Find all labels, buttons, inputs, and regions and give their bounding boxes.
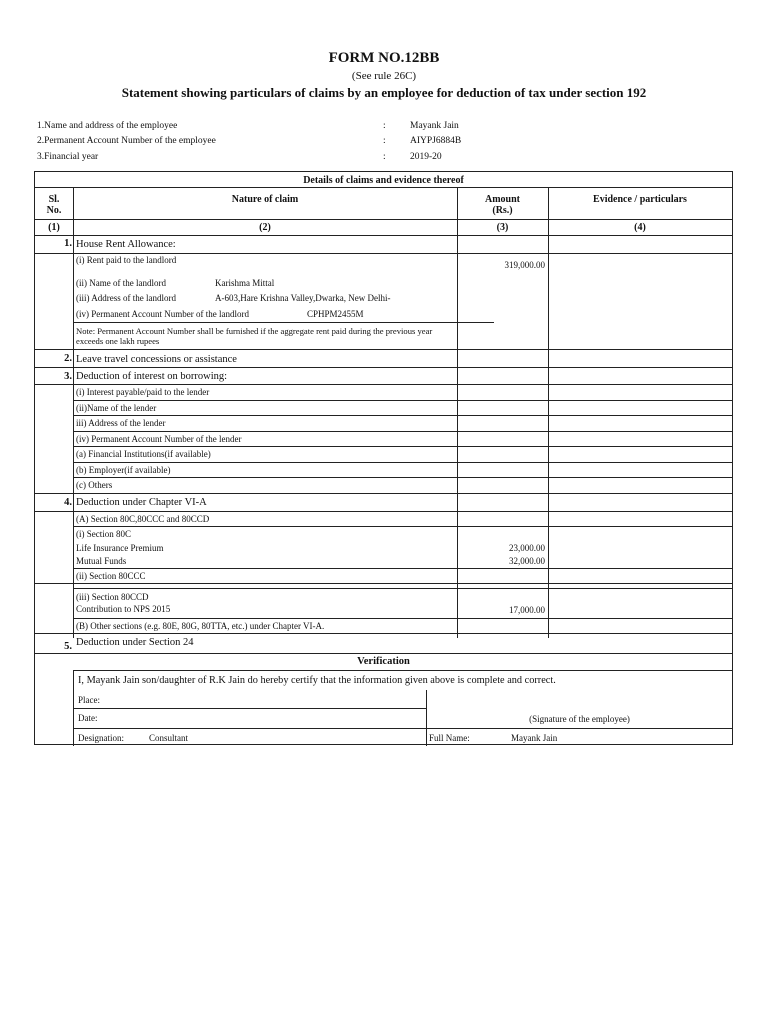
- mutual-funds-label: Mutual Funds: [76, 556, 127, 566]
- section-80c-80ccc-80ccd: (A) Section 80C,80CCC and 80CCD: [76, 514, 210, 524]
- mutual-funds-amount: 32,000.00: [509, 556, 545, 566]
- other-sections-label: (B) Other sections (e.g. 80E, 80G, 80TTA, etc.) under Chapter VI-A.: [76, 621, 325, 631]
- financial-year-value: 2019-20: [410, 152, 442, 162]
- employee-name-value: Mayank Jain: [410, 121, 459, 131]
- section-3-title: Deduction of interest on borrowing:: [76, 371, 228, 382]
- section-4-number: 4.: [64, 497, 72, 508]
- designation-value: Consultant: [149, 733, 189, 743]
- signature-label: (Signature of the employee): [529, 714, 630, 724]
- col-num-4: (4): [634, 222, 646, 233]
- section-title: Details of claims and evidence thereof: [303, 175, 464, 186]
- section-1-title: House Rent Allowance:: [76, 239, 176, 250]
- employee-name-label: 1.Name and address of the employee: [37, 121, 178, 131]
- col-nature: Nature of claim: [231, 194, 299, 205]
- section-3-number: 3.: [64, 371, 72, 382]
- col-no: No.: [46, 205, 62, 216]
- nps-label: Contribution to NPS 2015: [76, 604, 171, 614]
- section-80c-label: (i) Section 80C: [76, 529, 131, 539]
- employee-pan-value: AIYPJ6884B: [410, 136, 462, 146]
- colon: :: [383, 121, 386, 131]
- verification-title: Verification: [357, 656, 410, 667]
- place-label: Place:: [78, 695, 100, 705]
- pan-note: Note: Permanent Account Number shall be furnished if the aggregate rent paid during the previous year exceeds one lakh rupees: [76, 326, 433, 346]
- landlord-pan-label: (iv) Permanent Account Number of the landlord: [76, 309, 249, 319]
- full-name-label: Full Name:: [429, 733, 470, 743]
- nps-amount: 17,000.00: [509, 605, 545, 615]
- designation-label: Designation:: [78, 733, 124, 743]
- section-2-title: Leave travel concessions or assistance: [76, 354, 237, 365]
- landlord-address-label: (iii) Address of the landlord: [76, 293, 176, 303]
- section-1-number: 1.: [64, 238, 72, 249]
- borrowing-item: (b) Employer(if available): [76, 465, 171, 475]
- full-name-value: Mayank Jain: [511, 733, 558, 743]
- borrowing-item: (i) Interest payable/paid to the lender: [76, 387, 210, 397]
- rent-paid-label: (i) Rent paid to the landlord: [76, 255, 177, 265]
- landlord-name-label: (ii) Name of the landlord: [76, 278, 166, 288]
- form-title: Statement showing particulars of claims by an employee for deduction of tax under section 192: [121, 85, 647, 100]
- claims-table: [34, 171, 733, 745]
- colon: :: [383, 152, 386, 162]
- section-5-number: 5.: [64, 641, 72, 652]
- section-80ccc-label: (ii) Section 80CCC: [76, 571, 146, 581]
- section-4-title: Deduction under Chapter VI-A: [76, 497, 207, 508]
- section-80ccd-label: (iii) Section 80CCD: [76, 592, 149, 602]
- employee-pan-label: 2.Permanent Account Number of the employee: [37, 136, 216, 146]
- col-sl: Sl.: [48, 194, 60, 205]
- date-label: Date:: [78, 713, 98, 723]
- life-insurance-label: Life Insurance Premium: [76, 543, 164, 553]
- borrowing-item: (a) Financial Institutions(if available): [76, 449, 211, 459]
- col-num-1: (1): [48, 222, 60, 233]
- landlord-pan-value: CPHPM2455M: [307, 309, 364, 319]
- borrowing-item: iii) Address of the lender: [76, 418, 166, 428]
- financial-year-label: 3.Financial year: [37, 152, 99, 162]
- landlord-address-value: A-603,Hare Krishna Valley,Dwarka, New Delhi-: [215, 293, 391, 303]
- rent-paid-amount: 319,000.00: [504, 260, 545, 270]
- borrowing-item: (ii)Name of the lender: [76, 403, 157, 413]
- verification-statement: I, Mayank Jain son/daughter of R.K Jain do hereby certify that the information given above is complete and correct.: [78, 675, 556, 686]
- col-evidence: Evidence / particulars: [593, 194, 687, 205]
- borrowing-item: (iv) Permanent Account Number of the lender: [76, 434, 242, 444]
- borrowing-item: (c) Others: [76, 480, 113, 490]
- life-insurance-amount: 23,000.00: [509, 543, 545, 553]
- landlord-name-value: Karishma Mittal: [215, 278, 275, 288]
- col-amount: Amount: [484, 194, 520, 205]
- section-2-number: 2.: [64, 353, 72, 364]
- rule-reference: (See rule 26C): [351, 70, 417, 82]
- colon: :: [383, 136, 386, 146]
- col-num-2: (2): [259, 222, 271, 233]
- form-number: FORM NO.12BB: [328, 50, 440, 66]
- col-num-3: (3): [496, 222, 509, 233]
- section-5-title: Deduction under Section 24: [76, 637, 194, 648]
- col-rs: (Rs.): [492, 205, 513, 216]
